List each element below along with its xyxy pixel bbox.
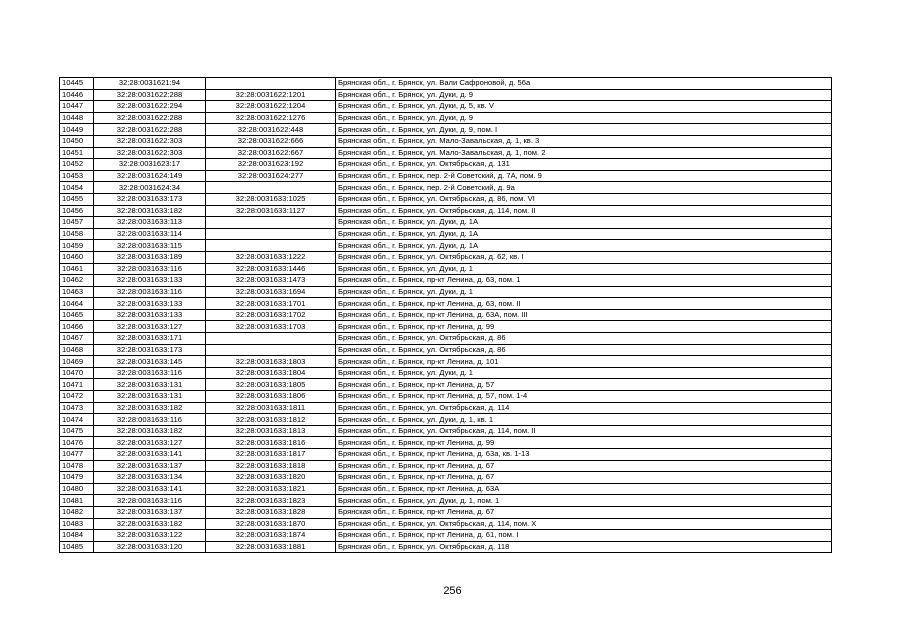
object-cadastral-number-cell: 32:28:0031633:1702 bbox=[206, 309, 336, 321]
parcel-cadastral-number-cell: 32:28:0031633:116 bbox=[94, 495, 206, 507]
object-cadastral-number-cell: 32:28:0031624:277 bbox=[206, 170, 336, 182]
address-cell: Брянская обл., г. Брянск, ул. Октябрьская, д. 62, кв. I bbox=[336, 251, 832, 263]
row-number-cell: 10476 bbox=[60, 437, 94, 449]
table-row bbox=[60, 472, 832, 484]
row-number-cell: 10452 bbox=[60, 159, 94, 171]
address-cell: Брянская обл., г. Брянск, пр-кт Ленина, д. 63, пом. II bbox=[336, 298, 832, 310]
object-cadastral-number-cell: 32:28:0031633:1694 bbox=[206, 286, 336, 298]
parcel-cadastral-number-cell: 32:28:0031633:182 bbox=[94, 518, 206, 530]
address-cell: Брянская обл., г. Брянск, пр-кт Ленина, д. 63а, кв. 1-13 bbox=[336, 449, 832, 461]
row-number-cell: 10457 bbox=[60, 217, 94, 229]
address-cell: Брянская обл., г. Брянск, ул. Дуки, д. 1 bbox=[336, 263, 832, 275]
row-number-cell: 10456 bbox=[60, 205, 94, 217]
table-row bbox=[60, 518, 832, 530]
address-cell: Брянская обл., г. Брянск, ул. Октябрьская, д. 114 bbox=[336, 402, 832, 414]
parcel-cadastral-number-cell: 32:28:0031622:294 bbox=[94, 101, 206, 113]
parcel-cadastral-number-cell: 32:28:0031633:189 bbox=[94, 251, 206, 263]
object-cadastral-number-cell: 32:28:0031633:1816 bbox=[206, 437, 336, 449]
address-cell: Брянская обл., г. Брянск, ул. Октябрьская, д. 118 bbox=[336, 541, 832, 553]
table-row bbox=[60, 506, 832, 518]
parcel-cadastral-number-cell: 32:28:0031633:114 bbox=[94, 228, 206, 240]
address-cell: Брянская обл., г. Брянск, ул. Октябрьская, д. 114, пом. II bbox=[336, 205, 832, 217]
object-cadastral-number-cell: 32:28:0031633:1127 bbox=[206, 205, 336, 217]
object-cadastral-number-cell bbox=[206, 240, 336, 252]
address-cell: Брянская обл., г. Брянск, ул. Мало-Завальская, д. 1, пом. 2 bbox=[336, 147, 832, 159]
object-cadastral-number-cell: 32:28:0031633:1821 bbox=[206, 483, 336, 495]
object-cadastral-number-cell: 32:28:0031622:1201 bbox=[206, 89, 336, 101]
parcel-cadastral-number-cell: 32:28:0031633:127 bbox=[94, 437, 206, 449]
row-number-cell: 10459 bbox=[60, 240, 94, 252]
table-row bbox=[60, 89, 832, 101]
object-cadastral-number-cell: 32:28:0031633:1823 bbox=[206, 495, 336, 507]
row-number-cell: 10478 bbox=[60, 460, 94, 472]
table-row bbox=[60, 356, 832, 368]
address-cell: Брянская обл., г. Брянск, ул. Октябрьская, д. 86 bbox=[336, 333, 832, 345]
address-cell: Брянская обл., г. Брянск, ул. Дуки, д. 1, пом. 1 bbox=[336, 495, 832, 507]
table-row bbox=[60, 101, 832, 113]
row-number-cell: 10477 bbox=[60, 449, 94, 461]
parcel-cadastral-number-cell: 32:28:0031623:17 bbox=[94, 159, 206, 171]
page-number: 256 bbox=[443, 585, 462, 597]
table-row bbox=[60, 170, 832, 182]
row-number-cell: 10460 bbox=[60, 251, 94, 263]
parcel-cadastral-number-cell: 32:28:0031624:149 bbox=[94, 170, 206, 182]
row-number-cell: 10472 bbox=[60, 391, 94, 403]
table-row bbox=[60, 275, 832, 287]
address-cell: Брянская обл., г. Брянск, пр-кт Ленина, д. 61, пом. I bbox=[336, 530, 832, 542]
address-cell: Брянская обл., г. Брянск, ул. Дуки, д. 1А bbox=[336, 217, 832, 229]
object-cadastral-number-cell: 32:28:0031633:1446 bbox=[206, 263, 336, 275]
object-cadastral-number-cell bbox=[206, 182, 336, 194]
address-cell: Брянская обл., г. Брянск, ул. Октябрьская, д. 114, пом. X bbox=[336, 518, 832, 530]
row-number-cell: 10465 bbox=[60, 309, 94, 321]
parcel-cadastral-number-cell: 32:28:0031633:120 bbox=[94, 541, 206, 553]
row-number-cell: 10475 bbox=[60, 425, 94, 437]
address-cell: Брянская обл., г. Брянск, ул. Октябрьская, д. 86 bbox=[336, 344, 832, 356]
address-cell: Брянская обл., г. Брянск, ул. Дуки, д. 1А bbox=[336, 228, 832, 240]
row-number-cell: 10445 bbox=[60, 78, 94, 90]
row-number-cell: 10473 bbox=[60, 402, 94, 414]
address-cell: Брянская обл., г. Брянск, ул. Мало-Завальская, д. 1, кв. 3 bbox=[336, 135, 832, 147]
parcel-cadastral-number-cell: 32:28:0031633:115 bbox=[94, 240, 206, 252]
table-row bbox=[60, 147, 832, 159]
table-row bbox=[60, 182, 832, 194]
row-number-cell: 10481 bbox=[60, 495, 94, 507]
parcel-cadastral-number-cell: 32:28:0031633:131 bbox=[94, 379, 206, 391]
object-cadastral-number-cell: 32:28:0031633:1804 bbox=[206, 367, 336, 379]
row-number-cell: 10461 bbox=[60, 263, 94, 275]
parcel-cadastral-number-cell: 32:28:0031633:182 bbox=[94, 205, 206, 217]
parcel-cadastral-number-cell: 32:28:0031633:127 bbox=[94, 321, 206, 333]
table-row bbox=[60, 135, 832, 147]
table-row bbox=[60, 460, 832, 472]
table-row bbox=[60, 228, 832, 240]
row-number-cell: 10449 bbox=[60, 124, 94, 136]
object-cadastral-number-cell bbox=[206, 78, 336, 90]
address-cell: Брянская обл., г. Брянск, ул. Дуки, д. 1 bbox=[336, 286, 832, 298]
row-number-cell: 10464 bbox=[60, 298, 94, 310]
row-number-cell: 10471 bbox=[60, 379, 94, 391]
table-row bbox=[60, 344, 832, 356]
parcel-cadastral-number-cell: 32:28:0031633:113 bbox=[94, 217, 206, 229]
table-row bbox=[60, 321, 832, 333]
object-cadastral-number-cell: 32:28:0031633:1811 bbox=[206, 402, 336, 414]
parcel-cadastral-number-cell: 32:28:0031633:173 bbox=[94, 344, 206, 356]
object-cadastral-number-cell: 32:28:0031633:1473 bbox=[206, 275, 336, 287]
row-number-cell: 10447 bbox=[60, 101, 94, 113]
table-row bbox=[60, 240, 832, 252]
address-cell: Брянская обл., г. Брянск, пр-кт Ленина, д. 101 bbox=[336, 356, 832, 368]
address-cell: Брянская обл., г. Брянск, пр-кт Ленина, д. 99 bbox=[336, 321, 832, 333]
parcel-cadastral-number-cell: 32:28:0031633:116 bbox=[94, 367, 206, 379]
parcel-cadastral-number-cell: 32:28:0031633:133 bbox=[94, 275, 206, 287]
parcel-cadastral-number-cell: 32:28:0031633:116 bbox=[94, 414, 206, 426]
row-number-cell: 10470 bbox=[60, 367, 94, 379]
address-cell: Брянская обл., г. Брянск, пер. 2-й Советский, д. 7А, пом. 9 bbox=[336, 170, 832, 182]
row-number-cell: 10474 bbox=[60, 414, 94, 426]
object-cadastral-number-cell bbox=[206, 333, 336, 345]
table-row bbox=[60, 333, 832, 345]
object-cadastral-number-cell: 32:28:0031633:1703 bbox=[206, 321, 336, 333]
row-number-cell: 10453 bbox=[60, 170, 94, 182]
table-row bbox=[60, 112, 832, 124]
object-cadastral-number-cell: 32:28:0031622:448 bbox=[206, 124, 336, 136]
table-row bbox=[60, 309, 832, 321]
address-cell: Брянская обл., г. Брянск, пр-кт Ленина, д. 67 bbox=[336, 472, 832, 484]
address-cell: Брянская обл., г. Брянск, ул. Октябрьская, д. 131 bbox=[336, 159, 832, 171]
address-cell: Брянская обл., г. Брянск, ул. Октябрьская, д. 114, пом. II bbox=[336, 425, 832, 437]
table-row bbox=[60, 251, 832, 263]
object-cadastral-number-cell: 32:28:0031633:1818 bbox=[206, 460, 336, 472]
parcel-cadastral-number-cell: 32:28:0031633:134 bbox=[94, 472, 206, 484]
row-number-cell: 10480 bbox=[60, 483, 94, 495]
table-row bbox=[60, 414, 832, 426]
object-cadastral-number-cell: 32:28:0031623:192 bbox=[206, 159, 336, 171]
row-number-cell: 10468 bbox=[60, 344, 94, 356]
address-cell: Брянская обл., г. Брянск, ул. Дуки, д. 5, кв. V bbox=[336, 101, 832, 113]
row-number-cell: 10454 bbox=[60, 182, 94, 194]
address-cell: Брянская обл., г. Брянск, пр-кт Ленина, д. 67 bbox=[336, 460, 832, 472]
row-number-cell: 10455 bbox=[60, 193, 94, 205]
object-cadastral-number-cell: 32:28:0031633:1806 bbox=[206, 391, 336, 403]
address-cell: Брянская обл., г. Брянск, ул. Дуки, д. 9 bbox=[336, 112, 832, 124]
table-row bbox=[60, 367, 832, 379]
parcel-cadastral-number-cell: 32:28:0031633:133 bbox=[94, 309, 206, 321]
table-row bbox=[60, 437, 832, 449]
object-cadastral-number-cell: 32:28:0031633:1813 bbox=[206, 425, 336, 437]
row-number-cell: 10446 bbox=[60, 89, 94, 101]
table-row bbox=[60, 286, 832, 298]
table-row bbox=[60, 495, 832, 507]
object-cadastral-number-cell: 32:28:0031622:1276 bbox=[206, 112, 336, 124]
address-cell: Брянская обл., г. Брянск, ул. Дуки, д. 9 bbox=[336, 89, 832, 101]
address-cell: Брянская обл., г. Брянск, пр-кт Ленина, д. 57, пом. 1-4 bbox=[336, 391, 832, 403]
parcel-cadastral-number-cell: 32:28:0031633:116 bbox=[94, 263, 206, 275]
object-cadastral-number-cell: 32:28:0031633:1820 bbox=[206, 472, 336, 484]
table-row bbox=[60, 391, 832, 403]
row-number-cell: 10483 bbox=[60, 518, 94, 530]
parcel-cadastral-number-cell: 32:28:0031633:173 bbox=[94, 193, 206, 205]
parcel-cadastral-number-cell: 32:28:0031624:34 bbox=[94, 182, 206, 194]
row-number-cell: 10484 bbox=[60, 530, 94, 542]
object-cadastral-number-cell: 32:28:0031633:1805 bbox=[206, 379, 336, 391]
row-number-cell: 10458 bbox=[60, 228, 94, 240]
object-cadastral-number-cell: 32:28:0031633:1874 bbox=[206, 530, 336, 542]
address-cell: Брянская обл., г. Брянск, ул. Дуки, д. 1 bbox=[336, 367, 832, 379]
parcel-cadastral-number-cell: 32:28:0031622:288 bbox=[94, 124, 206, 136]
object-cadastral-number-cell: 32:28:0031633:1812 bbox=[206, 414, 336, 426]
object-cadastral-number-cell: 32:28:0031633:1881 bbox=[206, 541, 336, 553]
parcel-cadastral-number-cell: 32:28:0031633:137 bbox=[94, 460, 206, 472]
object-cadastral-number-cell: 32:28:0031633:1870 bbox=[206, 518, 336, 530]
object-cadastral-number-cell: 32:28:0031633:1025 bbox=[206, 193, 336, 205]
parcel-cadastral-number-cell: 32:28:0031633:137 bbox=[94, 506, 206, 518]
object-cadastral-number-cell bbox=[206, 217, 336, 229]
table-row bbox=[60, 78, 832, 90]
parcel-cadastral-number-cell: 32:28:0031633:171 bbox=[94, 333, 206, 345]
parcel-cadastral-number-cell: 32:28:0031622:303 bbox=[94, 147, 206, 159]
parcel-cadastral-number-cell: 32:28:0031633:122 bbox=[94, 530, 206, 542]
parcel-cadastral-number-cell: 32:28:0031633:182 bbox=[94, 402, 206, 414]
table-row bbox=[60, 298, 832, 310]
row-number-cell: 10462 bbox=[60, 275, 94, 287]
table-row bbox=[60, 402, 832, 414]
object-cadastral-number-cell bbox=[206, 228, 336, 240]
parcel-cadastral-number-cell: 32:28:0031622:288 bbox=[94, 89, 206, 101]
table-row bbox=[60, 193, 832, 205]
row-number-cell: 10463 bbox=[60, 286, 94, 298]
address-cell: Брянская обл., г. Брянск, пер. 2-й Советский, д. 9а bbox=[336, 182, 832, 194]
records-table bbox=[59, 77, 832, 553]
row-number-cell: 10479 bbox=[60, 472, 94, 484]
object-cadastral-number-cell: 32:28:0031622:1204 bbox=[206, 101, 336, 113]
table-row bbox=[60, 483, 832, 495]
parcel-cadastral-number-cell: 32:28:0031633:145 bbox=[94, 356, 206, 368]
address-cell: Брянская обл., г. Брянск, ул. Октябрьская, д. 86, пом. VI bbox=[336, 193, 832, 205]
row-number-cell: 10467 bbox=[60, 333, 94, 345]
object-cadastral-number-cell: 32:28:0031633:1828 bbox=[206, 506, 336, 518]
object-cadastral-number-cell: 32:28:0031622:667 bbox=[206, 147, 336, 159]
parcel-cadastral-number-cell: 32:28:0031633:131 bbox=[94, 391, 206, 403]
parcel-cadastral-number-cell: 32:28:0031621:94 bbox=[94, 78, 206, 90]
table-row bbox=[60, 541, 832, 553]
row-number-cell: 10485 bbox=[60, 541, 94, 553]
parcel-cadastral-number-cell: 32:28:0031633:116 bbox=[94, 286, 206, 298]
row-number-cell: 10469 bbox=[60, 356, 94, 368]
table-row bbox=[60, 530, 832, 542]
parcel-cadastral-number-cell: 32:28:0031633:133 bbox=[94, 298, 206, 310]
table-row bbox=[60, 159, 832, 171]
records-table-body bbox=[60, 78, 832, 553]
address-cell: Брянская обл., г. Брянск, ул. Дуки, д. 1А bbox=[336, 240, 832, 252]
address-cell: Брянская обл., г. Брянск, ул. Дуки, д. 9, пом. I bbox=[336, 124, 832, 136]
address-cell: Брянская обл., г. Брянск, ул. Вали Сафроновой, д. 56а bbox=[336, 78, 832, 90]
address-cell: Брянская обл., г. Брянск, пр-кт Ленина, д. 63, пом. 1 bbox=[336, 275, 832, 287]
row-number-cell: 10451 bbox=[60, 147, 94, 159]
table-row bbox=[60, 379, 832, 391]
parcel-cadastral-number-cell: 32:28:0031633:141 bbox=[94, 483, 206, 495]
address-cell: Брянская обл., г. Брянск, пр-кт Ленина, д. 99 bbox=[336, 437, 832, 449]
row-number-cell: 10466 bbox=[60, 321, 94, 333]
object-cadastral-number-cell: 32:28:0031633:1701 bbox=[206, 298, 336, 310]
table-row bbox=[60, 263, 832, 275]
parcel-cadastral-number-cell: 32:28:0031622:303 bbox=[94, 135, 206, 147]
address-cell: Брянская обл., г. Брянск, пр-кт Ленина, д. 63А, пом. III bbox=[336, 309, 832, 321]
table-row bbox=[60, 205, 832, 217]
address-cell: Брянская обл., г. Брянск, пр-кт Ленина, д. 63А bbox=[336, 483, 832, 495]
parcel-cadastral-number-cell: 32:28:0031633:141 bbox=[94, 449, 206, 461]
table-row bbox=[60, 449, 832, 461]
row-number-cell: 10482 bbox=[60, 506, 94, 518]
table-row bbox=[60, 425, 832, 437]
table-row bbox=[60, 124, 832, 136]
row-number-cell: 10450 bbox=[60, 135, 94, 147]
address-cell: Брянская обл., г. Брянск, пр-кт Ленина, д. 57 bbox=[336, 379, 832, 391]
address-cell: Брянская обл., г. Брянск, пр-кт Ленина, д. 67 bbox=[336, 506, 832, 518]
parcel-cadastral-number-cell: 32:28:0031622:288 bbox=[94, 112, 206, 124]
object-cadastral-number-cell: 32:28:0031633:1817 bbox=[206, 449, 336, 461]
address-cell: Брянская обл., г. Брянск, ул. Дуки, д. 1, кв. 1 bbox=[336, 414, 832, 426]
object-cadastral-number-cell bbox=[206, 344, 336, 356]
parcel-cadastral-number-cell: 32:28:0031633:182 bbox=[94, 425, 206, 437]
row-number-cell: 10448 bbox=[60, 112, 94, 124]
object-cadastral-number-cell: 32:28:0031633:1222 bbox=[206, 251, 336, 263]
object-cadastral-number-cell: 32:28:0031633:1803 bbox=[206, 356, 336, 368]
object-cadastral-number-cell: 32:28:0031622:666 bbox=[206, 135, 336, 147]
table-row bbox=[60, 217, 832, 229]
